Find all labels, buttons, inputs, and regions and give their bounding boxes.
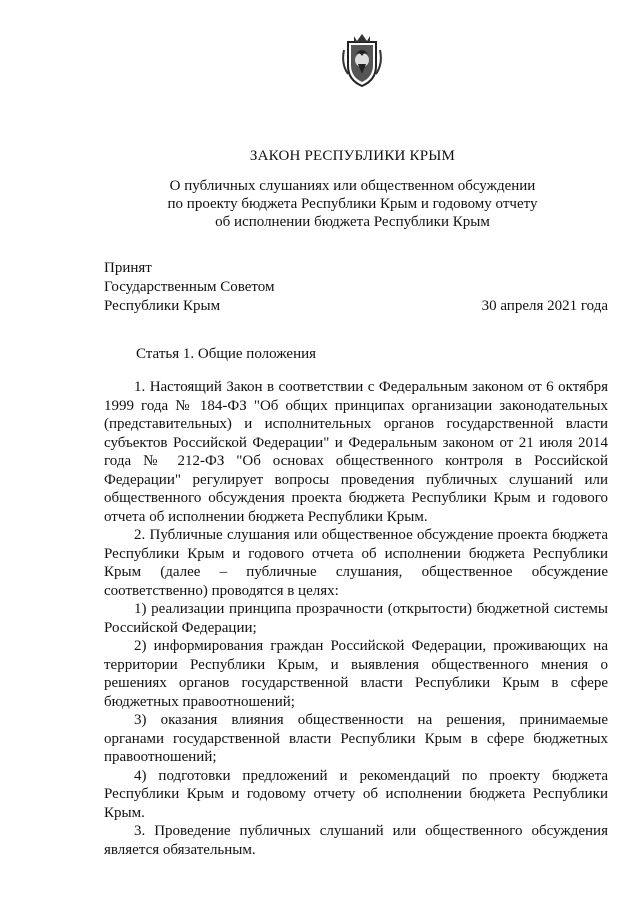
adopted-line: Государственным Советом bbox=[104, 279, 275, 295]
law-subtitle bbox=[0, 177, 640, 231]
coat-of-arms-icon bbox=[340, 30, 384, 88]
adopted-line: Республики Крым bbox=[104, 298, 221, 314]
subtitle-line: по проекту бюджета Республики Крым и годовому отчету bbox=[167, 196, 538, 212]
article-title: Статья 1. Общие положения bbox=[136, 346, 317, 362]
law-title: ЗАКОН РЕСПУБЛИКИ КРЫМ bbox=[249, 148, 456, 164]
adoption-date: 30 апреля 2021 года bbox=[481, 298, 608, 314]
adoption-block bbox=[104, 259, 275, 316]
paragraph: 1. Настоящий Закон в соответствии с Федеральным законом от 6 октября 1999 года № 184-ФЗ "Об общих принципах организации законодательных (представительных) и исполнительных органов государственной власти субъектов Российской Федерации" и Федеральным законом от 21 июля 2014 года № 212-ФЗ "Об основах общественного контроля в Российской Федерации" регулирует вопросы проведения публичных слушаний или общественного обсуждения проекта бюджета Республики Крым и годового отчета об исполнении бюджета Республики Крым. bbox=[104, 379, 608, 525]
paragraph: 3. Проведение публичных слушаний или общественного обсуждения является обязательным. bbox=[104, 823, 608, 858]
paragraph: 2. Публичные слушания или общественное обсуждение проекта бюджета Республики Крым и годового отчета об исполнении бюджета Республики Крым (далее – публичные слушания, общественное обсуждение соответственно) проводятся в целях: bbox=[104, 527, 608, 599]
article-body bbox=[104, 378, 608, 859]
paragraph: 2) информирования граждан Российской Федерации, проживающих на территории Республики Крым, и выявления общественного мнения о решениях органов государственной власти Республики Крым в сфере бюджетных правоотношений; bbox=[104, 638, 608, 710]
subtitle-line: О публичных слушаниях или общественном обсуждении bbox=[169, 178, 536, 194]
subtitle-line: об исполнении бюджета Республики Крым bbox=[215, 214, 490, 230]
adopted-line: Принят bbox=[104, 260, 152, 276]
paragraph: 4) подготовки предложений и рекомендаций по проекту бюджета Республики Крым и годовому отчету об исполнении бюджета Республики Крым. bbox=[104, 767, 608, 821]
paragraph: 1) реализации принципа прозрачности (открытости) бюджетной системы Российской Федерации; bbox=[104, 601, 608, 636]
paragraph: 3) оказания влияния общественности на решения, принимаемые органами государственной власти Республики Крым в сфере бюджетных правоотношений; bbox=[104, 712, 608, 765]
